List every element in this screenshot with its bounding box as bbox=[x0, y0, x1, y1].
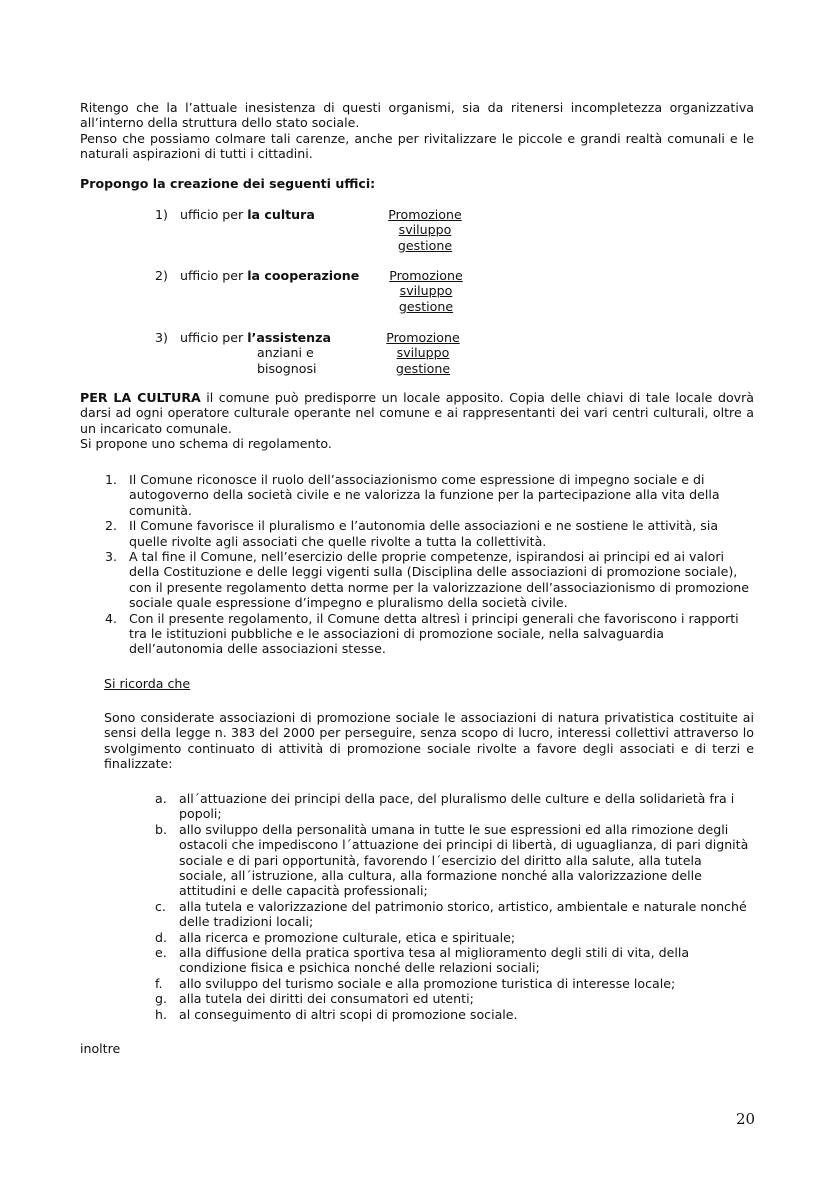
list-item bbox=[155, 822, 751, 899]
office-action-development: sviluppo bbox=[398, 222, 452, 238]
office-prefix: ufficio per bbox=[180, 330, 248, 345]
list-marker: g. bbox=[155, 991, 167, 1007]
culture-paragraph bbox=[80, 390, 754, 452]
list-item bbox=[155, 991, 751, 1006]
offices-heading: Propongo la creazione dei seguenti uffici: bbox=[80, 176, 376, 191]
list-marker: c. bbox=[155, 898, 166, 914]
closing-word: inoltre bbox=[80, 1041, 121, 1056]
culture-lead: PER LA CULTURA bbox=[80, 390, 201, 405]
list-item-text: all´attuazione dei principi della pace, del pluralismo delle culture e della solidarietà fra i popoli; bbox=[179, 791, 735, 822]
list-item bbox=[105, 518, 755, 549]
intro-paragraph-1: Ritengo che la l’attuale inesistenza di questi organismi, sia da ritenersi incompletezza organizzativa all’interno della struttura dello stato sociale. bbox=[80, 100, 754, 131]
list-item-text: A tal fine il Comune, nell’esercizio delle proprie competenze, ispirandosi ai principi ed ai valori della Costituzione e delle leggi vigenti sulla (Disciplina delle associazioni di promozione sociale), con il presente regolamento detta norme per la valorizzazione dell’associazionismo di promozione sociale quale espressione d’impegno e pluralismo della società civile. bbox=[129, 549, 750, 611]
office-number: 3) bbox=[155, 330, 168, 345]
intro-paragraph-2: Penso che possiamo colmare tali carenze, anche per rivitalizzare le piccole e grandi realtà comunali e le naturali aspirazioni di tutti i cittadini. bbox=[80, 130, 754, 162]
list-item bbox=[155, 976, 751, 991]
office-sub-line-1: anziani e bbox=[257, 345, 314, 361]
office-prefix: ufficio per bbox=[180, 268, 248, 283]
reminder-heading: Si ricorda che bbox=[104, 676, 191, 691]
schema-line: Si propone uno schema di regolamento. bbox=[80, 436, 332, 452]
office-action-promotion: Promozione bbox=[389, 268, 463, 283]
office-action-development: sviluppo bbox=[399, 283, 453, 299]
list-item-text: alla diffusione della pratica sportiva tesa al miglioramento degli stili di vita, della condizione fisica e psichica nonché delle relazioni sociali; bbox=[179, 945, 690, 976]
office-label bbox=[180, 207, 315, 222]
list-item-text: al conseguimento di altri scopi di promozione sociale. bbox=[179, 1006, 518, 1022]
list-item-text: Con il presente regolamento, il Comune detta altresì i principi generali che favoriscono i rapporti tra le istituzioni pubbliche e le associazioni di promozione sociale, nella salvaguardia dell’autonomia delle associazioni stesse. bbox=[129, 610, 739, 657]
definition-paragraph: Sono considerate associazioni di promozione sociale le associazioni di natura privatistica costituite ai sensi della legge n. 383 del 2000 per perseguire, senza scopo di lucro, interessi collettivi attraverso lo svolgimento continuato di attività di promozione sociale rivolte a favore degli associati e di terzi e finalizzate: bbox=[104, 710, 754, 772]
office-number: 2) bbox=[155, 268, 168, 283]
list-item-text: alla tutela e valorizzazione del patrimonio storico, artistico, ambientale e naturale nonché delle tradizioni locali; bbox=[179, 898, 747, 930]
office-label bbox=[180, 330, 331, 345]
office-name: la cultura bbox=[247, 207, 315, 222]
list-marker: e. bbox=[155, 945, 167, 961]
list-item bbox=[105, 549, 755, 611]
list-item-text: Il Comune favorisce il pluralismo e l’autonomia delle associazioni e ne sostiene le attività, sia quelle rivolte agli associati che quelle rivolte a tutta la collettività. bbox=[129, 518, 719, 549]
office-item-cooperation bbox=[155, 268, 475, 315]
list-item bbox=[105, 611, 755, 657]
list-item bbox=[155, 945, 751, 976]
office-action-promotion: Promozione bbox=[386, 330, 460, 345]
list-item bbox=[155, 791, 751, 822]
purposes-list bbox=[155, 791, 751, 1022]
culture-text bbox=[80, 390, 754, 436]
list-marker: h. bbox=[155, 1006, 167, 1022]
intro-paragraphs bbox=[80, 100, 754, 162]
office-number: 1) bbox=[155, 207, 168, 222]
list-marker: 3. bbox=[105, 549, 118, 565]
office-prefix: ufficio per bbox=[180, 207, 248, 222]
office-label bbox=[180, 268, 359, 283]
office-action-management: gestione bbox=[397, 237, 453, 253]
list-item-text: allo sviluppo del turismo sociale e alla promozione turistica di interesse locale; bbox=[179, 975, 676, 991]
list-marker: b. bbox=[155, 821, 167, 837]
list-item-text: alla ricerca e promozione culturale, etica e spirituale; bbox=[179, 929, 516, 945]
list-item bbox=[155, 899, 751, 930]
list-item bbox=[105, 472, 755, 518]
list-item bbox=[155, 930, 751, 945]
list-marker: 4. bbox=[105, 610, 118, 626]
office-action-management: gestione bbox=[395, 360, 451, 376]
list-item-text: Il Comune riconosce il ruolo dell’associazionismo come espressione di impegno sociale e di autogoverno della società civile e ne valorizza la funzione per la partecipazione alla vita della comunità. bbox=[129, 472, 720, 518]
culture-body: il comune può predisporre un locale apposito. Copia delle chiavi di tale locale dovrà darsi ad ogni operatore culturale operante nel comune e ai rappresentanti dei vari centri culturali, oltre a un incaricato comunale. bbox=[80, 390, 754, 436]
office-action-development: sviluppo bbox=[396, 345, 450, 361]
list-marker: a. bbox=[155, 791, 167, 806]
list-item-text: allo sviluppo della personalità umana in tutte le sue espressioni ed alla rimozione degli ostacoli che impediscono l´attuazione dei principi di libertà, di uguaglianza, di pari dignità sociale e di pari opportunità, favorendo l´esercizio del diritto alla salute, alla tutela sociale, all´istruzione, alla cultura, alla formazione nonché alla valorizzazione delle attitudini e delle capacità professionali; bbox=[179, 821, 749, 899]
office-item-assistance bbox=[155, 330, 475, 377]
office-sub-line-2: bisognosi bbox=[257, 360, 317, 376]
office-action-management: gestione bbox=[398, 298, 454, 314]
list-marker: 1. bbox=[105, 472, 118, 487]
list-marker: d. bbox=[155, 929, 167, 945]
list-marker: f. bbox=[155, 975, 163, 991]
office-item-culture bbox=[155, 207, 475, 254]
office-name: l’assistenza bbox=[247, 330, 331, 345]
office-action-promotion: Promozione bbox=[388, 207, 462, 222]
page-number: 20 bbox=[736, 1110, 756, 1128]
regulation-list bbox=[105, 472, 755, 657]
office-name: la cooperazione bbox=[247, 268, 360, 283]
list-marker: 2. bbox=[105, 518, 118, 534]
list-item-text: alla tutela dei diritti dei consumatori ed utenti; bbox=[179, 991, 474, 1007]
list-item bbox=[155, 1007, 751, 1022]
